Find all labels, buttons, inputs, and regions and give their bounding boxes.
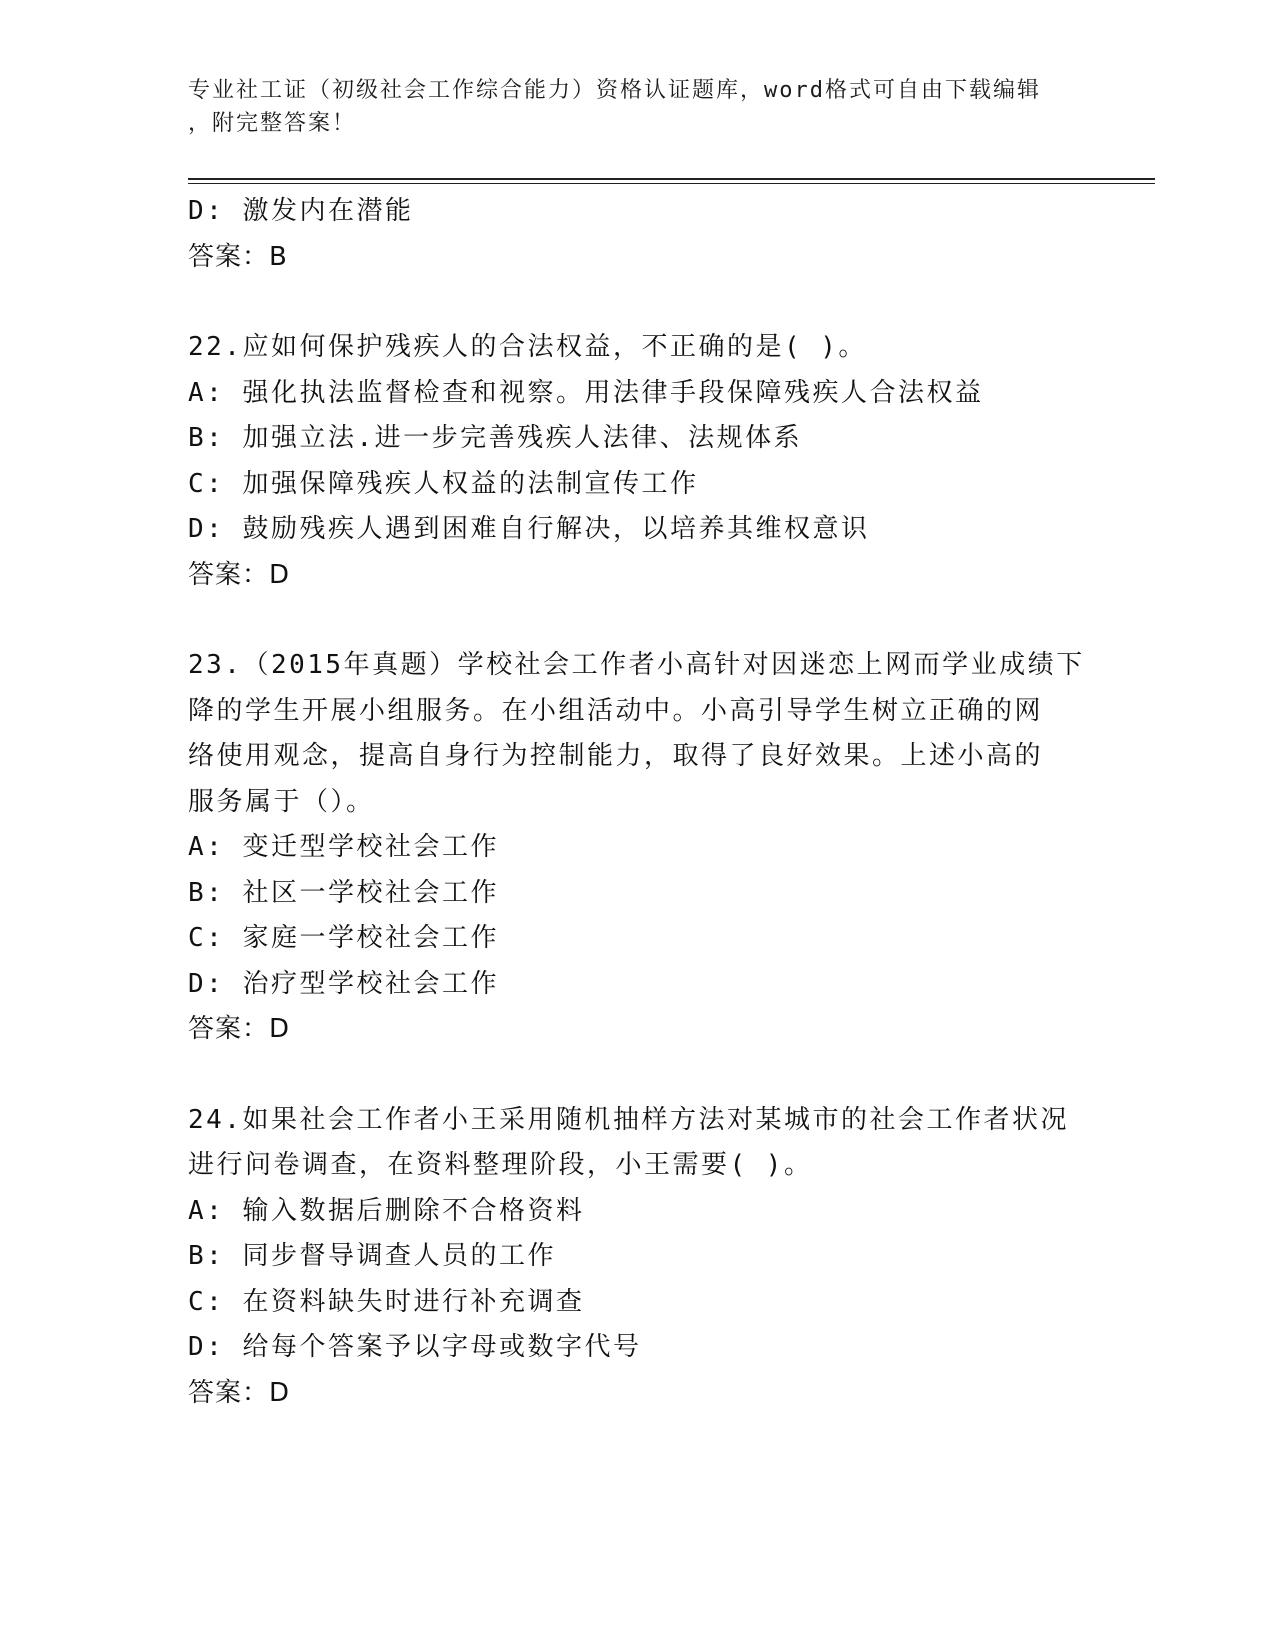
option-d: D: 鼓励残疾人遇到困难自行解决，以培养其维权意识	[188, 514, 870, 544]
continued-question	[188, 189, 1088, 280]
header-divider	[188, 178, 1155, 180]
option-b: B: 社区一学校社会工作	[188, 877, 499, 908]
page-header	[188, 74, 1068, 140]
question-text: 23.（2015年真题）学校社会工作者小高针对因迷恋上网而学业成绩下	[188, 650, 1085, 680]
option-d: D: 治疗型学校社会工作	[188, 968, 499, 999]
question-text: 22.应如何保护残疾人的合法权益，不正确的是( )。	[188, 332, 867, 362]
document-body	[188, 189, 1088, 1416]
answer-line: 答案：D	[188, 1377, 291, 1408]
option-c: C: 在资料缺失时进行补充调查	[188, 1286, 585, 1317]
header-title-line2: ，附完整答案！	[188, 111, 357, 136]
option-d: D: 给每个答案予以字母或数字代号	[188, 1332, 642, 1362]
question-24	[188, 1098, 1088, 1417]
option-c: C: 加强保障残疾人权益的法制宣传工作	[188, 468, 699, 499]
answer-line: 答案：D	[188, 559, 291, 590]
option-a: A: 变迁型学校社会工作	[188, 832, 499, 862]
question-text: 降的学生开展小组服务。在小组活动中。小高引导学生树立正确的网	[188, 695, 1044, 726]
answer-line: 答案：B	[188, 241, 288, 272]
question-text: 进行问卷调查，在资料整理阶段，小王需要( )。	[188, 1150, 813, 1180]
question-text: 24.如果社会工作者小王采用随机抽样方法对某城市的社会工作者状况	[188, 1104, 1069, 1135]
option-a: A: 输入数据后删除不合格资料	[188, 1195, 585, 1226]
option-b: B: 加强立法.进一步完善残疾人法律、法规体系	[188, 423, 803, 453]
question-23	[188, 643, 1088, 1053]
option-c: C: 家庭一学校社会工作	[188, 923, 499, 953]
question-text: 服务属于（）。	[188, 786, 375, 817]
answer-line: 答案：D	[188, 1014, 291, 1044]
option-d: D: 激发内在潜能	[188, 196, 414, 226]
header-title-line1: 专业社工证（初级社会工作综合能力）资格认证题库，word格式可自由下载编辑	[188, 78, 1041, 103]
header-divider-thin	[188, 183, 1155, 184]
option-b: B: 同步督导调查人员的工作	[188, 1241, 556, 1271]
question-22	[188, 325, 1088, 598]
question-text: 络使用观念，提高自身行为控制能力，取得了良好效果。上述小高的	[188, 741, 1044, 771]
option-a: A: 强化执法监督检查和视察。用法律手段保障残疾人合法权益	[188, 377, 984, 408]
